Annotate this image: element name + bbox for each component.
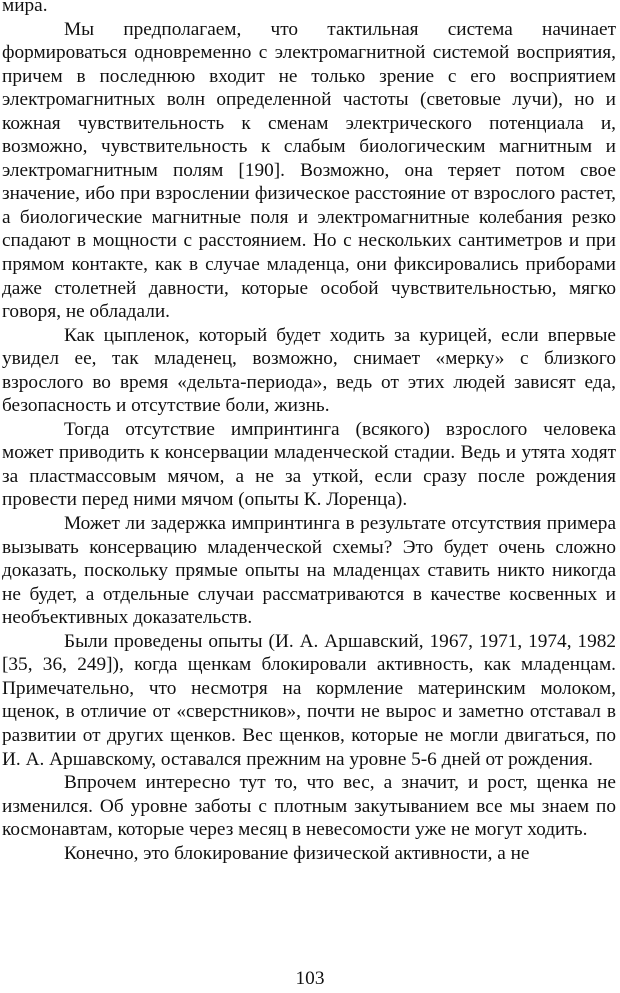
paragraph-last: Конечно, это блокирование физической активности, а не <box>64 842 530 864</box>
paragraph: Как цыпленок, который будет ходить за курицей, если впервые увидел ее, так младенец, возможно, снимает «мерку» с близкого взрослого во время «дельта-периода», ведь от этих людей зависят еда, безопасность и отсутствие боли, жизнь. <box>2 324 616 417</box>
paragraph: Тогда отсутствие импринтинга (всякого) взрослого человека может приводить к консервации младенческой стадии. Ведь и утята ходят за пластмассовым мячом, а не за уткой, если сразу после рождения провести перед ними мячом (опыты К. Лоренца). <box>2 418 616 511</box>
paragraph: Может ли задержка импринтинга в результате отсутствия примера вызывать консервацию младенческой схемы? Это будет очень сложно доказать, поскольку прямые опыты на младенцах ставить никто никогда не будет, а отдельные случаи рассматриваются в качестве косвенных и необъективных доказательств. <box>2 513 616 629</box>
body-text <box>2 0 616 865</box>
paragraph: Мы предполагаем, что тактильная система начинает формироваться одновременно с электромагнитной системой восприятия, причем в последнюю входит не только зрение с его восприятием электромагнитных волн определенной частоты (световые лучи), но и кожная чувствительность к сменам электрического потенциала и, возможно, чувствительность к слабым биологическим магнитным и электромагнитным полям [190]. Возможно, она теряет потом свое значение, ибо при взрослении физическое расстояние от взрослого растет, а биологические магнитные поля и электромагнитные колебания резко спадают в мощности с расстоянием. Но с нескольких сантиметров и при прямом контакте, как в случае младенца, они фиксировались приборами даже столетней давности, которые особой чувствительностью, мягко говоря, не обладали. <box>2 18 616 323</box>
paragraph-continuation: мира. <box>2 0 48 16</box>
paragraph: Впрочем интересно тут то, что вес, а значит, и рост, щенка не изменился. Об уровне заботы с плотным закутыванием все мы знаем по космонавтам, которые через месяц в невесомости уже не могут ходить. <box>2 772 616 841</box>
paragraph: Были проведены опыты (И. А. Аршавский, 1967, 1971, 1974, 1982 [35, 36, 249]), когда щенкам блокировали активность, как младенцам. Примечательно, что несмотря на кормление материнским молоком, щенок, в отличие от «сверстников», почти не вырос и заметно отставал в развитии от других щенков. Вес щенков, которые не могли двигаться, по И. А. Аршавскому, оставался прежним на уровне 5-6 дней от рождения. <box>2 630 616 770</box>
page-number: 103 <box>295 968 325 989</box>
